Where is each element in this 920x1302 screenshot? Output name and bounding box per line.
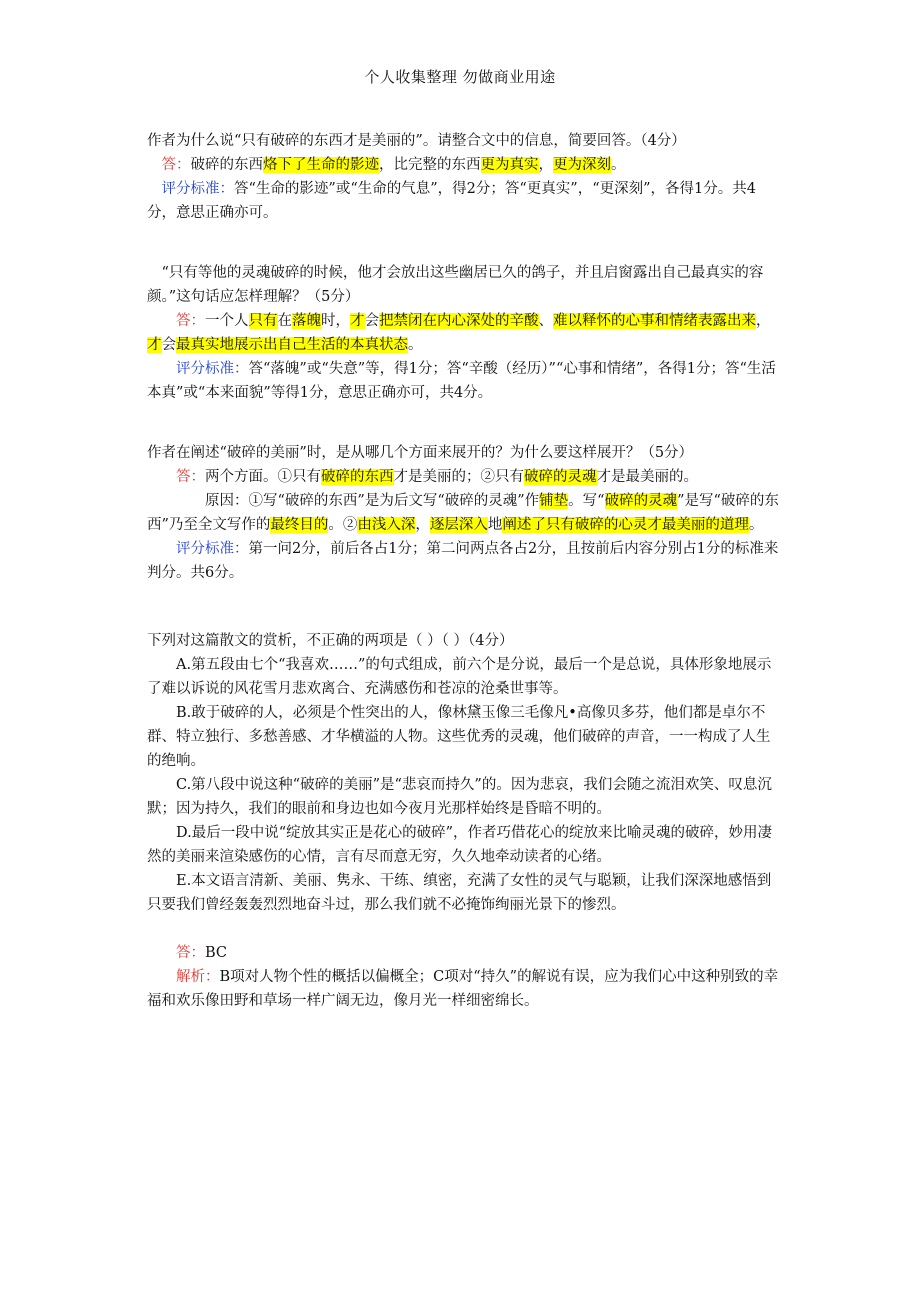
q2-question: “只有等他的灵魂破碎的时候，他才会放出这些幽居已久的鸽子，并且启窗露出自己最真实的容颜。”这句话应怎样理解？（5分） [147, 265, 764, 305]
q3-criteria: 评分标准：第一问2分，前后各占1分；第二问两点各占2分，且按前后内容分别占1分的标准来判分。共6分。 [147, 541, 779, 581]
question-3 [147, 441, 779, 585]
option-b: B.敢于破碎的人，必须是个性突出的人，像林黛玉像三毛像凡•高像贝多芬，他们都是卓尔不群、特立独行、多愁善感、才华横溢的人物。这些优秀的灵魂，他们破碎的声音，一一构成了人生的绝响。 [147, 705, 771, 769]
highlight: 由浅入深 [357, 517, 416, 533]
answer-label: 答： [176, 945, 205, 961]
highlight: 最终目的 [270, 517, 329, 533]
q4-answer-block [147, 941, 779, 1013]
highlight: 难以释怀的心事和情绪表露出来 [553, 313, 756, 329]
highlight: 铺垫 [539, 493, 569, 509]
question-2 [147, 261, 779, 405]
highlight: 把禁闭在内心深处的辛酸 [379, 313, 539, 329]
q2-criteria: 评分标准：答“落魄”或“失意”等，得1分；答“辛酸（经历）”“心事和情绪”，各得1分；答“生活本真”或“本来面貌”等得1分，意思正确亦可，共4分。 [147, 361, 776, 401]
page-header: 个人收集整理 勿做商业用途 [364, 68, 556, 86]
highlight: 阐述了只有破碎的心灵才最美丽的道理 [502, 517, 749, 533]
answer-label: 答： [176, 469, 205, 485]
option-c: C.第八段中说这种“破碎的美丽”是“悲哀而持久”的。因为悲哀，我们会随之流泪欢笑、叹息沉默；因为持久，我们的眼前和身边也如今夜月光那样始终是昏暗不明的。 [147, 777, 772, 817]
highlight: 只有 [248, 313, 278, 329]
criteria-label: 评分标准： [161, 181, 234, 197]
highlight: 破碎的东西 [321, 469, 394, 485]
q1-criteria: 评分标准：答“生命的影迹”或“生命的气息”，得2分；答“更真实”，“更深刻”，各得1分。共4分，意思正确亦可。 [147, 181, 756, 221]
q3-question: 作者在阐述“破碎的美丽”时，是从哪几个方面来展开的？为什么要这样展开？（5分） [147, 445, 694, 461]
q4-question: 下列对这篇散文的赏析，不正确的两项是（ ）（ ）（4分） [147, 633, 514, 649]
answer-label: 答： [161, 157, 191, 173]
criteria-label: 评分标准： [176, 541, 249, 557]
highlight: 破碎的灵魂 [524, 469, 597, 485]
q4-analysis: 解析：B项对人物个性的概括以偏概全；C项对“持久”的解说有误，应为我们心中这种别致的幸福和欢乐像田野和草场一样广阔无边，像月光一样细密绵长。 [147, 969, 779, 1009]
q3-answer: 答：两个方面。①只有破碎的东西才是美丽的；②只有破碎的灵魂才是最美丽的。 [176, 469, 698, 485]
highlight: 烙下了生命的影迹 [263, 157, 379, 173]
criteria-label: 评分标准： [176, 361, 249, 377]
option-e: E.本文语言清新、美丽、隽永、干练、缜密，充满了女性的灵气与聪颖，让我们深深地感悟到只要我们曾经轰轰烈烈地奋斗过，那么我们就不必掩饰绚丽光景下的惨烈。 [147, 873, 772, 913]
highlight: 才 [147, 337, 162, 353]
option-d: D.最后一段中说“绽放其实正是花心的破碎”，作者巧借花心的绽放来比喻灵魂的破碎，妙用凄然的美丽来渲染感伤的心情，言有尽而意无穷，久久地牵动读者的心绪。 [147, 825, 773, 865]
document-body [147, 129, 779, 1013]
question-1 [147, 129, 779, 225]
highlight: 最真实地展示出自己生活的本真状态 [176, 337, 408, 353]
q1-question: 作者为什么说“只有破碎的东西才是美丽的”。请整合文中的信息，简要回答。（4分） [147, 133, 686, 149]
highlight: 落魄 [292, 313, 321, 329]
q4-answer: 答：BC [176, 945, 228, 961]
option-a: A.第五段由七个“我喜欢……”的句式组成，前六个是分说，最后一个是总说，具体形象地展示了难以诉说的风花雪月悲欢离合、充满感伤和苍凉的沧桑世事等。 [147, 657, 772, 697]
highlight: 逐层深入 [429, 517, 488, 533]
answer-label: 答： [176, 313, 205, 329]
highlight: 更为深刻 [553, 157, 611, 173]
q3-reason: 原因：①写“破碎的东西”是为后文写“破碎的灵魂”作铺垫。写“破碎的灵魂”是写“破碎的东西”乃至全文写作的最终目的。②由浅入深，逐层深入地阐述了只有破碎的心灵才最美丽的道理。 [147, 493, 779, 533]
question-4 [147, 629, 779, 917]
highlight: 才 [350, 313, 365, 329]
highlight: 破碎的灵魂 [604, 493, 678, 509]
analysis-label: 解析： [176, 969, 220, 985]
highlight: 更为真实 [480, 157, 539, 173]
q1-answer: 答：破碎的东西烙下了生命的影迹，比完整的东西更为真实，更为深刻。 [161, 157, 626, 173]
q2-answer: 答：一个人只有在落魄时，才会把禁闭在内心深处的辛酸、难以释怀的心事和情绪表露出来，才会最真实地展示出自己生活的本真状态。 [147, 313, 771, 353]
